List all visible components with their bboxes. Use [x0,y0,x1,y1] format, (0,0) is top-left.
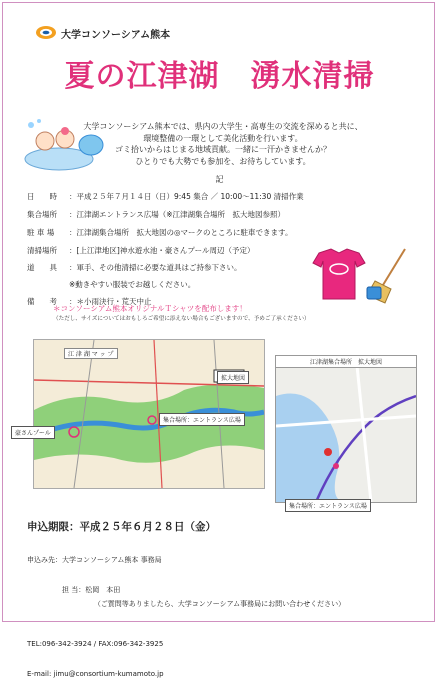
detail-value: ：江津湖集合場所 拡大地図の◎マークのところに駐車できます。 [69,228,293,237]
map2-meeting-label: 集合場所：エントランス広場 [285,499,371,512]
contact-line: 申込み先：大学コンソーシアム熊本 事務局 [27,556,162,564]
tshirt-broom-illustration [309,247,417,305]
detail-parking [27,227,292,238]
detail-tools [27,262,242,273]
detail-label: 駐 車 場 [27,228,55,237]
detail-label: 日 時 [27,192,57,201]
contact-line [27,615,164,619]
contact-email[interactable]: E-mail: jimu@consortium-kumamoto.jp [27,670,164,678]
detail-value: ：軍手、その他清掃に必要な道具はご持参下さい。 [69,263,242,272]
footer-note: （ご質問等ありましたら、大学コンソーシアム事務局にお問い合わせください） [93,600,346,608]
detail-label: 道 具 [27,263,57,272]
deadline: 申込期限：平成２５年６月２８日（金） [27,521,216,533]
map1-pool-label: 豪さんプール [11,426,55,439]
detail-label: 清掃場所 [27,246,57,255]
contact-block [27,535,164,699]
intro-line: ひとりでも大勢でも参加を、お待ちしています。 [135,156,311,166]
map2-title: 江津湖集合場所 拡大地図 [276,356,416,368]
contact-tel-fax: TEL:096-342-3924 / FAX:096-342-3925 [27,640,164,648]
detail-label: 備 考 [27,297,57,306]
meeting-place-map [275,355,417,503]
detail-meeting-place [27,209,285,220]
ki-heading: 記 [215,175,224,184]
detail-label: 集合場所 [27,210,57,219]
intro-text [73,121,373,167]
tshirt-note: ＊コンソーシアム熊本オリジナルＴシャツを配布します！ [53,304,247,313]
intro-line: 大学コンソーシアム熊本では、県内の大学生・高専生の交流を深めると共に、 [83,122,363,131]
detail-value: ※動きやすい服装でお越しください。 [69,280,196,289]
detail-clothing [27,279,195,290]
detail-value: ：＊小雨決行・荒天中止 [69,297,152,306]
flyer-page [2,2,435,678]
page-title: 夏の江津湖 湧水清掃 [64,59,375,94]
detail-value: ：平成２５年７月１４日（日）9:45 集合 ／ 10:00～11:30 清掃作業 [69,192,304,201]
meeting-place-map-graphic [276,356,416,502]
org-name: 大学コンソーシアム熊本 [61,30,171,41]
size-note: （ただし、サイズについてはおもしろご希望に添えない場合もございますので、予めご了承ください） [53,316,310,322]
detail-date [27,191,304,202]
intro-line: 環境整備の一環として美化活動を行います。 [143,133,303,143]
intro-line: ゴミ拾いからはじまる地域貢献。一緒に一汗かきませんか？ [115,145,331,154]
detail-value: ：[上江津地区]神水遊水池・豪さんプール周辺（予定） [69,246,255,255]
contact-line: 担 当：松岡 本田 [27,586,121,594]
consortium-logo-icon [35,25,57,40]
map1-enlarge-label: 拡大地図 [217,371,249,384]
detail-cleaning-place [27,245,254,256]
map1-title: 江 津 湖 マ ッ プ [64,348,118,359]
map1-meeting-label: 集合場所：エントランス広場 [159,413,245,426]
detail-value: ：江津湖エントランス広場（※江津湖集合場所 拡大地図参照） [69,210,286,219]
